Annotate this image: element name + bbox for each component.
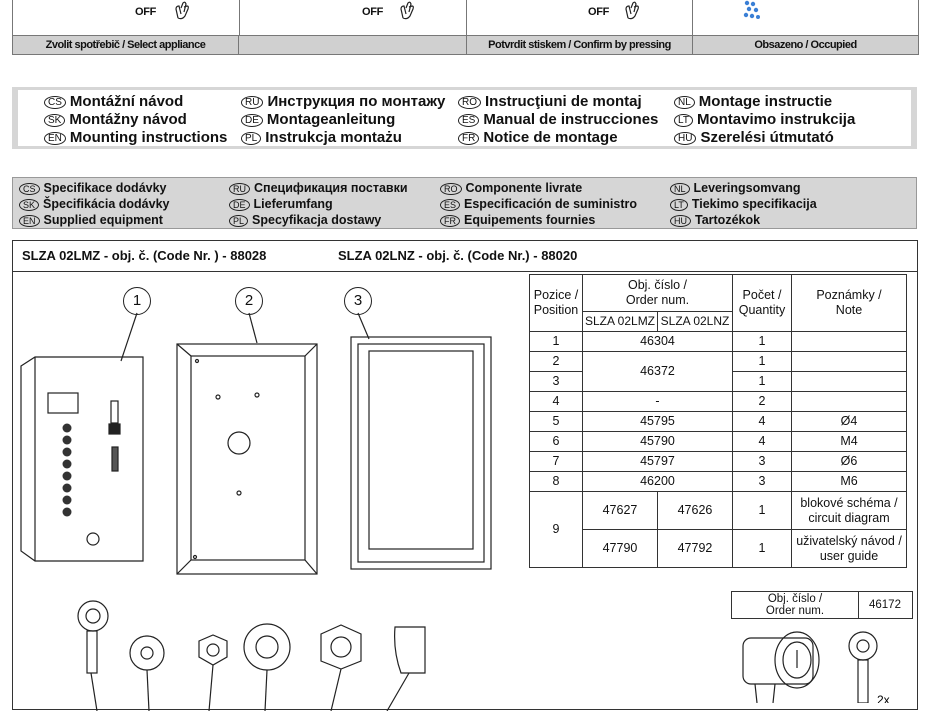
lang-text: Supplied equipment — [43, 213, 163, 227]
th-text: Quantity — [738, 303, 786, 317]
cell-pos: 4 — [530, 392, 583, 412]
table-row — [530, 492, 907, 530]
cell-qty: 1 — [733, 530, 792, 568]
lock-order-value: 46172 — [869, 599, 901, 611]
note-text: user guide — [819, 548, 879, 563]
lang-code-badge: DE — [229, 199, 250, 211]
lang-text: Leveringsomvang — [693, 181, 801, 195]
lang-code-badge: EN — [44, 132, 66, 145]
lang-item — [440, 213, 595, 227]
cell-note: Ø6 — [792, 452, 907, 472]
mounting-instructions-list — [18, 90, 911, 146]
lang-text: Notice de montage — [483, 129, 618, 146]
lang-code-badge: ES — [458, 114, 479, 127]
lang-text: Спецификация поставки — [254, 181, 408, 195]
cell-order: 45795 — [583, 412, 733, 432]
lang-item — [440, 181, 582, 195]
lang-code-badge: LT — [670, 199, 688, 211]
lock-order-label — [732, 592, 859, 619]
strip-cell-2 — [238, 0, 467, 35]
lang-item — [19, 181, 167, 195]
lang-text: Specifikace dodávky — [43, 181, 167, 195]
lang-text: Tiekimo specifikacija — [691, 197, 817, 211]
cell-note: Ø4 — [792, 412, 907, 432]
code-lnz: SLZA 02LNZ - obj. č. (Code Nr.) - 88020 — [338, 248, 578, 263]
th-position — [530, 275, 583, 332]
th-text: Počet / — [742, 288, 782, 302]
th-text: Order num. — [625, 293, 690, 307]
cell-pos: 3 — [530, 372, 583, 392]
lang-item — [440, 197, 637, 211]
water-drops-icon — [742, 0, 764, 22]
th-text: Obj. číslo / — [627, 278, 688, 292]
cell-order-lnz: 47792 — [658, 530, 733, 568]
cell-note — [792, 332, 907, 352]
th-lmz: SLZA 02LMZ — [583, 312, 658, 332]
lang-text: Montavimo instrukcija — [696, 111, 856, 128]
lang-item — [19, 213, 163, 227]
cell-qty: 2 — [733, 392, 792, 412]
note-text: blokové schéma / — [800, 495, 898, 510]
lang-code-badge: NL — [674, 96, 695, 109]
table-row — [530, 332, 907, 352]
lang-item — [458, 111, 658, 128]
lang-item — [458, 129, 618, 146]
cell-qty: 3 — [733, 472, 792, 492]
lang-code-badge: RU — [229, 183, 250, 195]
lang-item — [44, 111, 187, 128]
note-text: circuit diagram — [808, 510, 890, 525]
finger-press-icon — [398, 0, 416, 22]
lock-cylinder-drawing — [735, 622, 915, 703]
cell-qty: 4 — [733, 432, 792, 452]
cell-pos: 7 — [530, 452, 583, 472]
cell-note — [792, 392, 907, 412]
th-text: Poznámky / — [816, 288, 882, 302]
divider — [13, 271, 917, 272]
parts-table — [529, 274, 907, 568]
lang-item — [229, 197, 333, 211]
lang-item — [674, 129, 834, 146]
lang-item — [674, 93, 832, 110]
lang-text: Mounting instructions — [69, 129, 228, 146]
cell-order: 45790 — [583, 432, 733, 452]
lang-text: Tartozékok — [695, 213, 761, 227]
cell-qty: 1 — [733, 332, 792, 352]
cell-order: 46304 — [583, 332, 733, 352]
lang-code-badge: RO — [458, 96, 481, 109]
code-lmz: SLZA 02LMZ - obj. č. (Code Nr. ) - 88028 — [22, 248, 267, 263]
table-row — [530, 432, 907, 452]
lang-code-badge: CS — [44, 96, 66, 109]
lang-code-badge: SK — [19, 199, 39, 211]
lang-text: Montage instructie — [698, 93, 833, 110]
table-row — [530, 472, 907, 492]
caption-row — [12, 35, 919, 55]
lang-text: Montážny návod — [69, 111, 187, 128]
lang-item — [19, 197, 169, 211]
cell-order-lnz: 47626 — [658, 492, 733, 530]
off-label: OFF — [362, 6, 384, 18]
cell-qty: 1 — [733, 372, 792, 392]
finger-press-icon — [623, 0, 641, 22]
th-lnz: SLZA 02LNZ — [658, 312, 733, 332]
lang-code-badge: SK — [44, 114, 65, 127]
cell-note — [792, 352, 907, 372]
supplied-equipment-panel — [12, 177, 917, 229]
lang-code-badge: CS — [19, 183, 40, 195]
cell-order: 46200 — [583, 472, 733, 492]
strip-cell-3 — [466, 0, 693, 35]
cell-pos: 9 — [530, 492, 583, 568]
th-quantity — [733, 275, 792, 332]
cell-order-lmz: 47627 — [583, 492, 658, 530]
off-label: OFF — [588, 6, 610, 18]
lang-item — [674, 111, 855, 128]
lang-text: Instrucţiuni de montaj — [485, 93, 642, 110]
cell-pos: 1 — [530, 332, 583, 352]
cell-note: M4 — [792, 432, 907, 452]
lang-text: Especificación de suministro — [464, 197, 637, 211]
lang-code-badge: PL — [229, 215, 248, 227]
lang-text: Montážní návod — [69, 93, 184, 110]
caption-confirm: Potvrdit stiskem / Confirm by pressing — [467, 36, 693, 54]
strip-cell-1 — [12, 0, 240, 35]
lang-text: Specyfikacja dostawy — [252, 213, 382, 227]
table-row — [530, 392, 907, 412]
lang-code-badge: EN — [19, 215, 40, 227]
lang-text: Lieferumfang — [253, 197, 333, 211]
cell-order: 45797 — [583, 452, 733, 472]
lang-code-badge: FR — [458, 132, 479, 145]
key-count: 2x — [877, 693, 890, 703]
strip-cell-4 — [692, 0, 919, 35]
callout-1: 1 — [123, 287, 151, 315]
lang-item — [229, 181, 408, 195]
cell-qty: 1 — [733, 492, 792, 530]
cell-order: - — [583, 392, 733, 412]
cell-qty: 1 — [733, 352, 792, 372]
lang-code-badge: DE — [241, 114, 263, 127]
lang-item — [670, 181, 801, 195]
cell-note: M6 — [792, 472, 907, 492]
callout-3: 3 — [344, 287, 372, 315]
th-text: Position — [533, 303, 579, 317]
appliance-status-strip — [12, 0, 919, 56]
label-text: Obj. číslo / — [767, 593, 823, 605]
cell-note — [792, 372, 907, 392]
cell-qty: 4 — [733, 412, 792, 432]
cell-pos: 2 — [530, 352, 583, 372]
callout-2: 2 — [235, 287, 263, 315]
cell-qty: 3 — [733, 452, 792, 472]
lang-code-badge: PL — [241, 132, 261, 145]
table-row — [530, 352, 907, 372]
th-text: Pozice / — [533, 288, 579, 302]
th-note — [792, 275, 907, 332]
lang-item — [458, 93, 642, 110]
table-row — [530, 530, 907, 568]
lang-text: Szerelési útmutató — [700, 129, 834, 146]
cell-note — [792, 530, 907, 568]
lang-text: Montageanleitung — [266, 111, 396, 128]
lang-code-badge: ES — [440, 199, 460, 211]
lang-text: Manual de instrucciones — [483, 111, 659, 128]
th-text: Note — [835, 303, 863, 317]
cell-pos: 6 — [530, 432, 583, 452]
finger-press-icon — [173, 0, 191, 22]
parts-drawing — [13, 301, 523, 711]
caption-occupied: Obsazeno / Occupied — [754, 39, 857, 51]
cell-order-lmz: 47790 — [583, 530, 658, 568]
lang-item — [241, 93, 445, 110]
table-row — [530, 452, 907, 472]
lang-code-badge: FR — [440, 215, 460, 227]
lang-code-badge: RO — [440, 183, 462, 195]
cell-order: 46372 — [583, 352, 733, 392]
lang-code-badge: NL — [670, 183, 690, 195]
table-row — [530, 412, 907, 432]
cell-note — [792, 492, 907, 530]
lang-code-badge: RU — [241, 96, 263, 109]
caption-empty — [239, 36, 467, 54]
lang-item — [229, 213, 381, 227]
lang-item — [241, 111, 395, 128]
lang-text: Instrukcja montażu — [265, 129, 402, 146]
lang-item — [241, 129, 402, 146]
lang-item — [670, 213, 760, 227]
lang-text: Componente livrate — [465, 181, 583, 195]
lang-text: Equipements fournies — [464, 213, 596, 227]
off-label: OFF — [135, 6, 157, 18]
th-order — [583, 275, 733, 312]
lang-code-badge: LT — [674, 114, 693, 127]
lang-text: Инструкция по монтажу — [267, 93, 446, 110]
lang-item — [44, 129, 227, 146]
lang-code-badge: HU — [674, 132, 696, 145]
mounting-instructions-panel — [12, 87, 917, 149]
cell-pos: 8 — [530, 472, 583, 492]
lock-order-box — [731, 591, 913, 619]
caption-select-appliance: Zvolit spotřebič / Select appliance — [13, 36, 239, 54]
label-text: Order num. — [765, 605, 825, 617]
lang-item — [44, 93, 183, 110]
lang-item — [670, 197, 817, 211]
note-text: uživatelský návod / — [796, 533, 902, 548]
cell-pos: 5 — [530, 412, 583, 432]
lang-code-badge: HU — [670, 215, 691, 227]
lang-text: Špecifikácia dodávky — [43, 197, 170, 211]
